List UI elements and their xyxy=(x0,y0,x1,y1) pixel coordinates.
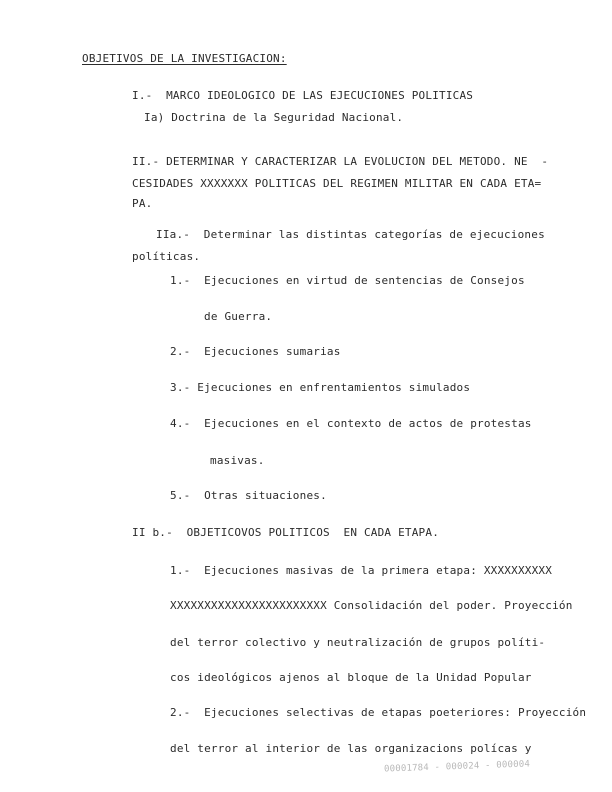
section-2b-title: II b.- OBJETICOVOS POLITICOS EN CADA ETAPA. xyxy=(132,526,440,539)
page-heading: OBJETIVOS DE LA INVESTIGACION: xyxy=(82,52,287,65)
list-item-4-line-2: masivas. xyxy=(210,454,265,467)
list-item-1-line-1: 1.- Ejecuciones en virtud de sentencias de Consejos xyxy=(170,274,525,287)
list-item-2: 2.- Ejecuciones sumarias xyxy=(170,345,341,358)
footer-stamp: 00001784 - 000024 - 000004 xyxy=(383,759,531,775)
section-1-title: I.- MARCO IDEOLOGICO DE LAS EJECUCIONES POLITICAS xyxy=(132,89,474,102)
section-2b-item-1-line-3: del terror colectivo y neutralización de grupos políti- xyxy=(170,636,546,649)
section-2-title-line-1: II.- DETERMINAR Y CARACTERIZAR LA EVOLUCION DEL METODO. NE - xyxy=(132,155,549,168)
section-2b-item-1-line-1: 1.- Ejecuciones masivas de la primera etapa: XXXXXXXXXX xyxy=(170,564,553,577)
list-item-5: 5.- Otras situaciones. xyxy=(170,489,327,502)
section-2b-item-1-line-4: cos ideológicos ajenos al bloque de la Unidad Popular xyxy=(170,671,532,684)
list-item-1-line-2: de Guerra. xyxy=(204,310,273,323)
list-item-3: 3.- Ejecuciones en enfrentamientos simulados xyxy=(170,381,471,394)
section-2a-title-line-2: políticas. xyxy=(132,250,201,263)
section-2b-item-1-line-2: XXXXXXXXXXXXXXXXXXXXXXX Consolidación del poder. Proyección xyxy=(170,599,573,612)
section-2-title-line-3: PA. xyxy=(132,197,153,210)
section-2a-title-line-1: IIa.- Determinar las distintas categorías de ejecuciones xyxy=(156,228,545,241)
list-item-4-line-1: 4.- Ejecuciones en el contexto de actos de protestas xyxy=(170,417,532,430)
section-1a-text: Ia) Doctrina de la Seguridad Nacional. xyxy=(144,111,404,124)
section-2-title-line-2: CESIDADES XXXXXXX POLITICAS DEL REGIMEN MILITAR EN CADA ETA= xyxy=(132,177,542,190)
section-2b-item-2-line-2: del terror al interior de las organizacions polícas y xyxy=(170,742,532,755)
section-2b-item-2-line-1: 2.- Ejecuciones selectivas de etapas poeteriores: Proyección xyxy=(170,706,587,719)
